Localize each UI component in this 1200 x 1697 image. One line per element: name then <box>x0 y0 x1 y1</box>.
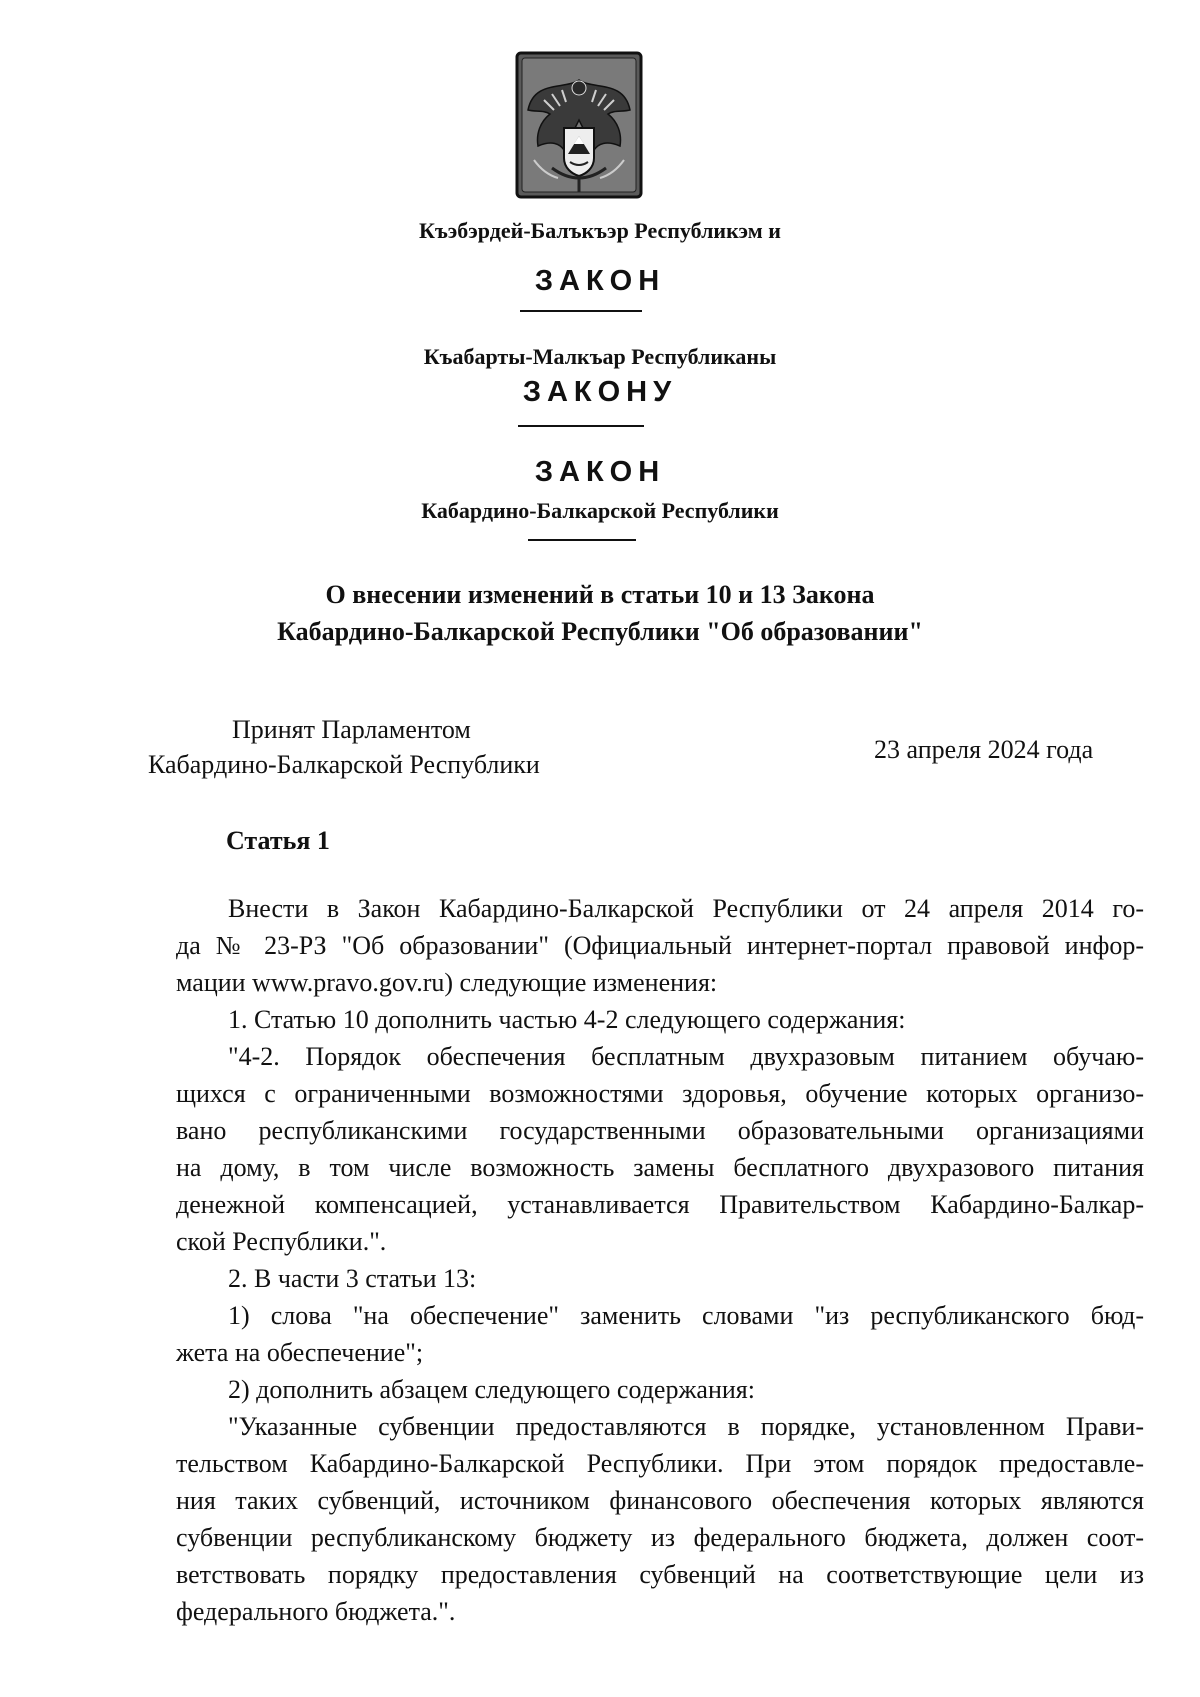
article-line: щихся с ограниченными возможностями здоровья, обучение которых организо- <box>176 1079 1144 1108</box>
adopted-by-line-2: Кабардино-Балкарской Республики <box>148 750 540 779</box>
article-line: "4-2. Порядок обеспечения бесплатным двухразовым питанием обучаю- <box>228 1042 1144 1071</box>
coat-of-arms-emblem <box>514 50 644 200</box>
article-line: на дому, в том числе возможность замены бесплатного двухразового питания <box>176 1153 1144 1182</box>
adopted-by-line-1: Принят Парламентом <box>232 715 471 744</box>
article-line: Внести в Закон Кабардино-Балкарской Республики от 24 апреля 2014 го- <box>228 894 1144 923</box>
article-line: да № 23-РЗ "Об образовании" (Официальный интернет-портал правовой инфор- <box>176 931 1144 960</box>
republic-name-balkar: Къабарты-Малкъар Республиканы <box>423 344 777 369</box>
article-line: ской Республики.". <box>176 1227 387 1256</box>
divider-line <box>520 310 642 312</box>
article-line: ветствовать порядку предоставления субвенций на соответствующие цели из <box>176 1560 1144 1589</box>
article-heading: Статья 1 <box>226 826 330 855</box>
republic-name-russian: Кабардино-Балкарской Республики <box>421 498 779 523</box>
law-word-kabardian: ЗАКОН <box>534 265 666 297</box>
article-line: мации www.pravo.gov.ru) следующие изменения: <box>176 968 718 997</box>
article-line: денежной компенсацией, устанавливается Правительством Кабардино-Балкар- <box>176 1190 1144 1219</box>
article-line: субвенции республиканскому бюджету из федерального бюджета, должен соот- <box>176 1523 1144 1552</box>
article-line: "Указанные субвенции предоставляются в порядке, установленном Прави- <box>228 1412 1144 1441</box>
article-body <box>176 890 1144 1630</box>
article-line: 2) дополнить абзацем следующего содержания: <box>228 1375 755 1404</box>
divider-line <box>528 539 636 541</box>
adoption-date: 23 апреля 2024 года <box>874 735 1094 764</box>
article-line: 2. В части 3 статьи 13: <box>228 1264 477 1293</box>
divider-line <box>518 425 644 427</box>
article-line: вано республиканскими государственными образовательными организациями <box>176 1116 1144 1145</box>
article-line: 1) слова "на обеспечение" заменить словами "из республиканского бюд- <box>228 1301 1144 1330</box>
article-line: ния таких субвенций, источником финансового обеспечения которых являются <box>176 1486 1144 1515</box>
article-line: 1. Статью 10 дополнить частью 4-2 следующего содержания: <box>228 1005 906 1034</box>
republic-name-kabardian: Къэбэрдей-Балъкъэр Республикэм и <box>419 218 781 243</box>
law-word-balkar: ЗАКОНУ <box>522 376 678 408</box>
law-word-russian: ЗАКОН <box>534 456 666 488</box>
law-title-line-2: Кабардино-Балкарской Республики "Об образовании" <box>277 617 923 646</box>
article-line: федерального бюджета.". <box>176 1597 456 1626</box>
law-title-line-1: О внесении изменений в статьи 10 и 13 Закона <box>325 580 875 609</box>
article-line: тельством Кабардино-Балкарской Республики. При этом порядок предоставле- <box>176 1449 1144 1478</box>
article-line: жета на обеспечение"; <box>176 1338 424 1367</box>
